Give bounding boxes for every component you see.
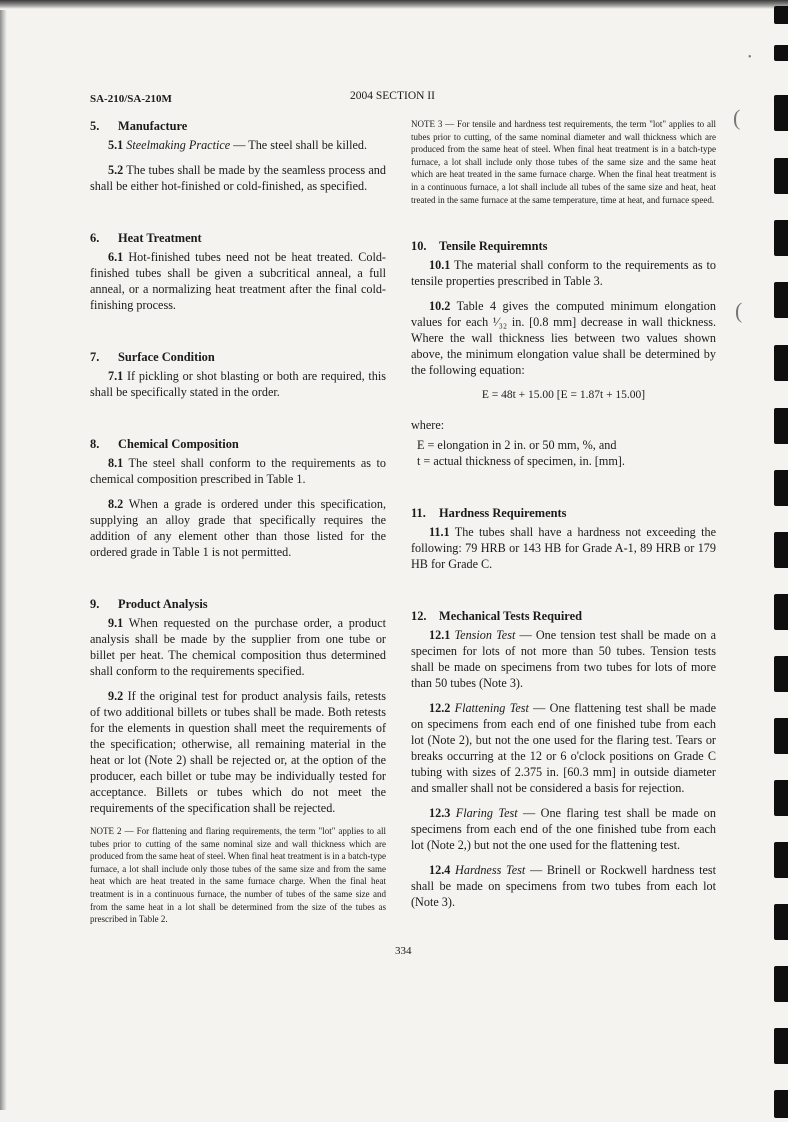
section-heading: 11. Hardness Requirements — [411, 506, 567, 521]
left-column — [90, 118, 386, 934]
paragraph: 9.1 When requested on the purchase order, a product analysis shall be made by the supplier from one tube or billet per heat. The chemical composition thus determined shall conform to the requirements specified. — [90, 616, 386, 678]
section-hardness-requirements — [411, 505, 716, 572]
section-heading: 8. Chemical Composition — [90, 437, 239, 451]
section-product-analysis — [90, 596, 386, 926]
section-heading: 6. Heat Treatment — [90, 231, 202, 245]
paragraph: 8.1 The steel shall conform to the requirements as to chemical composition prescribed in Table 1. — [90, 456, 386, 486]
note-2: NOTE 2 — For flattening and flaring requirements, the term "lot" applies to all tubes prior to cutting of the same nominal size and wall thickness which are produced from the same heat of steel. When final heat treatment is in a batch-type furnace, a lot shall include only those tubes of the same size and from the same heat which are heat treated in the same furnace charge. When the final heat treatment is in a continuous furnace, the number of tubes of the same size and from the same heat in a lot shall be determined from the size of the tubes as prescribed in Table 2. — [90, 826, 386, 925]
section-mechanical-tests — [411, 608, 716, 910]
paragraph: 7.1 If pickling or shot blasting or both are required, this shall be specifically stated in the order. — [90, 369, 386, 399]
paragraph: 12.3 Flaring Test — One flaring test shall be made on specimens from each end of the one finished tube from each lot (Note 2,) but not the one used for the flattening test. — [411, 806, 716, 853]
paragraph: 12.1 Tension Test — One tension test shall be made on a specimen for lots of not more than 50 tubes. Tension tests shall be made on specimens from two tubes for lots of more than 50 tubes (Note 3). — [411, 628, 716, 691]
scan-speck: ( — [735, 298, 743, 323]
section-heading: 7. Surface Condition — [90, 350, 215, 364]
definition-t: t = actual thickness of specimen, in. [mm]. — [417, 454, 625, 469]
section-tensile-requirements — [411, 238, 716, 469]
scan-left-edge — [0, 10, 7, 1110]
paragraph: 8.2 When a grade is ordered under this specification, supplying an alloy grade that specifically requires the addition of any element other than those listed for the ordered grade in Table 1 is not permitted. — [90, 497, 386, 559]
section-chemical-composition — [90, 436, 386, 560]
paragraph: 6.1 Hot-finished tubes need not be heat treated. Cold-finished tubes shall be given a subcritical anneal, a full anneal, or a normalizing heat treatment after the final cold-finishing process. — [90, 250, 386, 312]
scan-speck: ( — [733, 105, 741, 130]
section-surface-condition — [90, 349, 386, 400]
section-heading: 12. Mechanical Tests Required — [411, 609, 582, 624]
elongation-equation: E = 48t + 15.00 [E = 1.87t + 15.00] — [481, 389, 646, 402]
definition-e: E = elongation in 2 in. or 50 mm, %, and — [417, 438, 617, 453]
page-number: 334 — [395, 945, 412, 957]
scan-top-edge — [0, 0, 788, 9]
section-heading: 9. Product Analysis — [90, 597, 208, 611]
right-column — [411, 118, 716, 919]
binder-edge-marks — [766, 0, 788, 1122]
scan-speck: • — [748, 52, 752, 63]
paragraph: 11.1 The tubes shall have a hardness not exceeding the following: 79 HRB or 143 HB for Grade A-1, 89 HRB or 179 HB for Grade C. — [411, 525, 716, 572]
paragraph: 12.2 Flattening Test — One flattening test shall be made on specimens from each end of one finished tube from each lot (Note 2), but not the one used for the flaring test. Tears or breaks occurring at the 12 or 6 o'clock positions on Grade C tubing with sizes of 2.375 in. [60.3 mm] in outside diameter and smaller shall not be considered a basis for rejection. — [411, 701, 716, 796]
section-heading: 5. Manufacture — [90, 119, 188, 133]
header-section: 2004 SECTION II — [350, 90, 435, 102]
section-manufacture — [90, 118, 386, 194]
section-heat-treatment — [90, 230, 386, 313]
where-label: where: — [411, 418, 445, 433]
section-heading: 10. Tensile Requiremnts — [411, 239, 548, 254]
paragraph: 10.1 The material shall conform to the requirements as to tensile properties prescribed in Table 3. — [411, 258, 716, 289]
paragraph: 12.4 Hardness Test — Brinell or Rockwell hardness test shall be made on specimens from two tubes from each lot (Note 3). — [411, 863, 717, 910]
paragraph: 9.2 If the original test for product analysis fails, retests of two additional billets or tubes shall be made. Both retests for the elements in question shall meet the requirements of the specification; otherwise, all remaining material in the heat or lot (Note 2) shall be rejected or, at the option of the producer, each billet or tube may be individually tested for acceptance. Billets or tubes which do not meet the requirements of the specification shall be rejected. — [90, 689, 386, 815]
paragraph: 5.1 Steelmaking Practice — The steel shall be killed. — [108, 138, 368, 152]
note-3: NOTE 3 — For tensile and hardness test requirements, the term "lot" applies to all tubes prior to cutting, of the same nominal diameter and wall thickness which are produced from the same heat of steel. When final heat treatment is in a batch-type furnace, a lot shall include only those tubes of the same size and the same heat which are heat treated in the same furnace charge. When the final heat treatment is in a continuous furnace, a lot shall include all tubes of the same size and heat, heat treated in the same furnace at the same temperature, time at heat, and furnace speed. — [411, 119, 716, 205]
paragraph: 5.2 The tubes shall be made by the seamless process and shall be either hot-finished or cold-finished, as specified. — [90, 163, 386, 193]
paragraph: 10.2 Table 4 gives the computed minimum elongation values for each ¹⁄₃₂ in. [0.8 mm] decrease in wall thickness. Where the wall thickness lies between two values shown above, the minimum elongation value shall be determined by the following equation: — [411, 299, 716, 378]
header-spec-number: SA-210/SA-210M — [90, 93, 172, 105]
